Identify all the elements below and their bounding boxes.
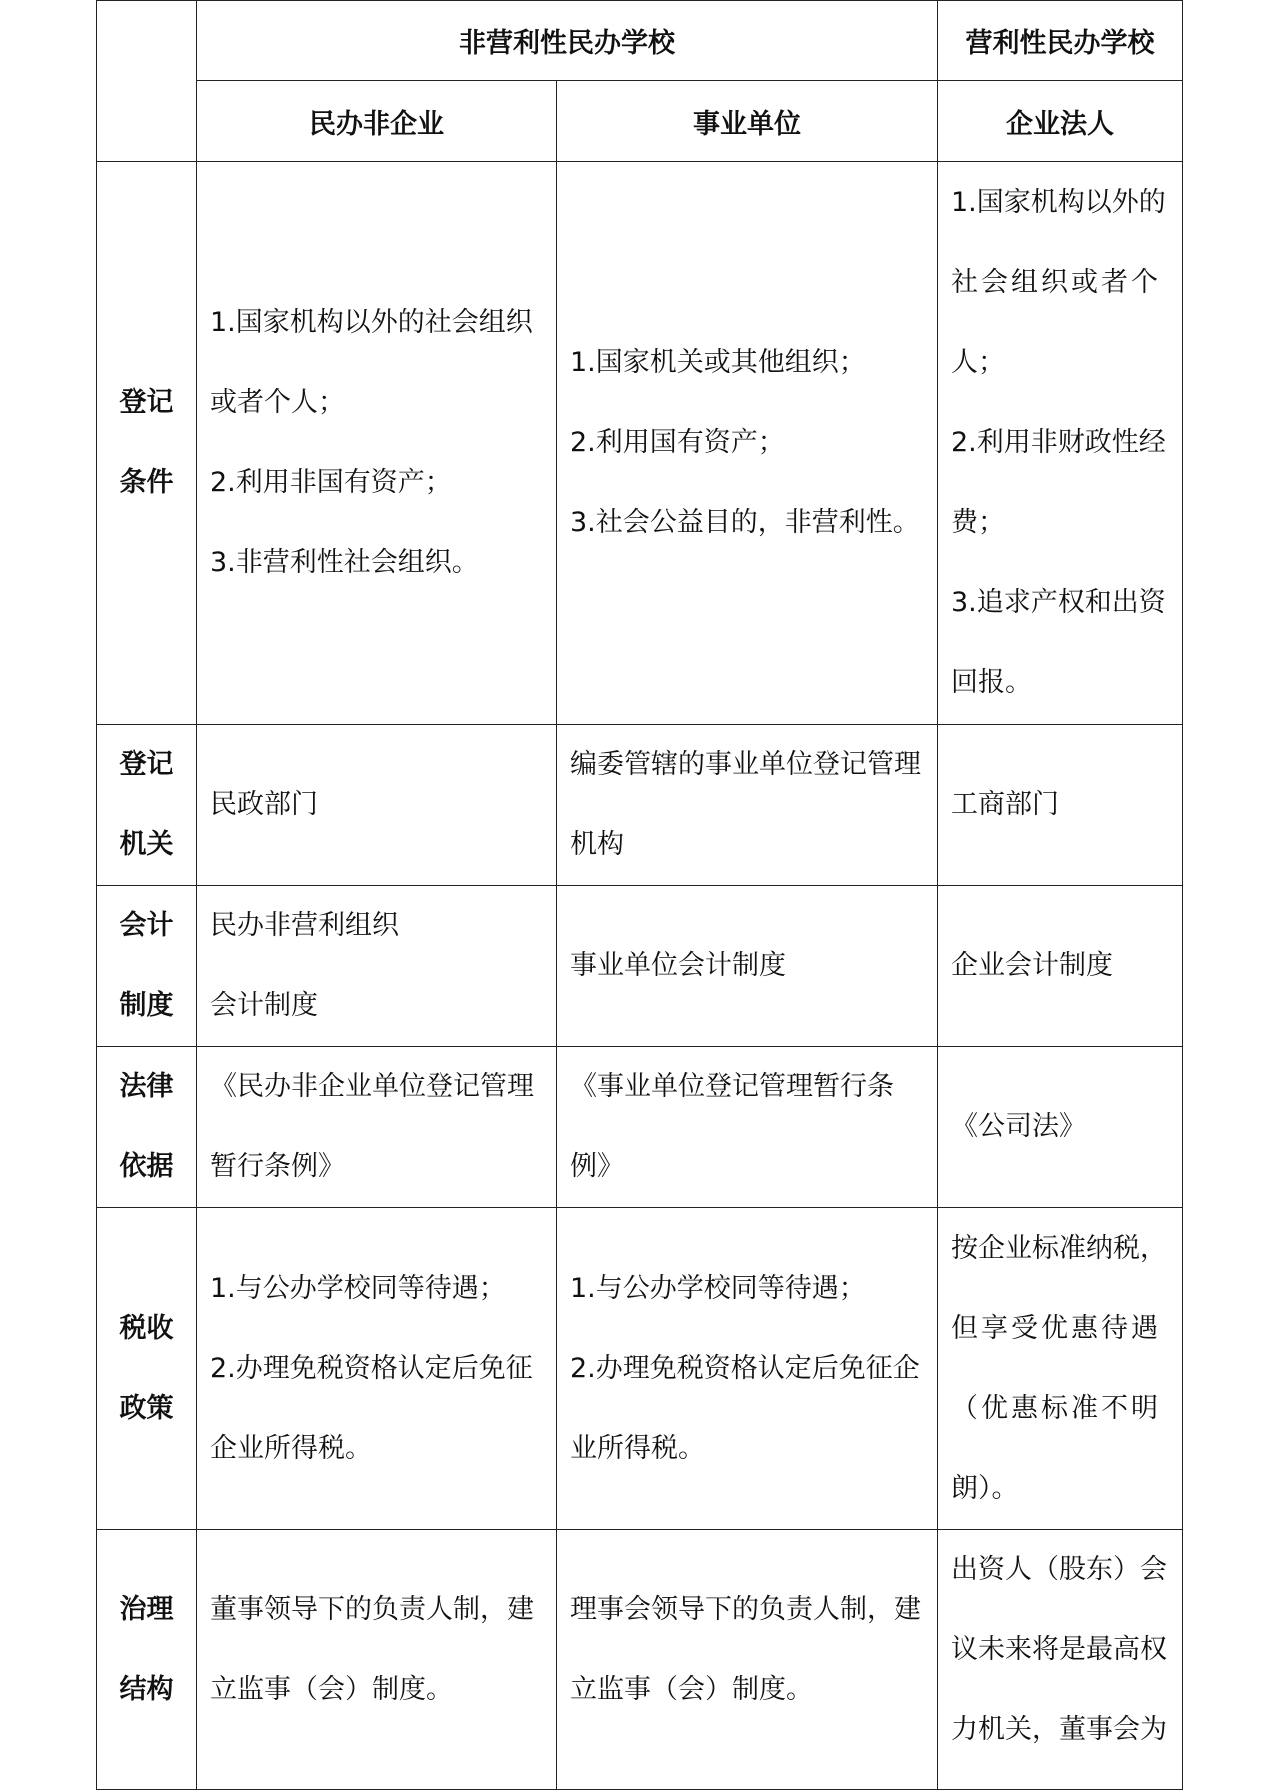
cell-text-line: 2.利用国有资产； [570,427,785,458]
cell-text-line: 2.利用非财政性经 [951,427,1166,458]
cell-text-line: 回报。 [951,667,1032,698]
header-col-enterprise-legal-person: 企业法人 [938,81,1183,162]
cell-text-line: 工商部门 [951,789,1059,820]
cell-text-line: 2.办理免税资格认定后免征 [210,1352,533,1384]
cell-text-line: 企业会计制度 [951,950,1113,981]
cell-text-line: 企业所得税。 [210,1432,372,1464]
cell-private-nonenterprise [197,725,557,886]
cell-enterprise-legal-person [938,1047,1183,1208]
header-row-groups [97,1,1183,81]
cell-public-institution [557,1208,938,1530]
cell-text-line: 1.国家机构以外的 [951,187,1166,218]
cell-text-line: 出资人（股东）会 [951,1554,1167,1585]
cell-text-line: 《事业单位登记管理暂行条 [570,1071,894,1102]
cell-text-line: 例》 [570,1151,624,1182]
cell-enterprise-legal-person [938,1208,1183,1530]
cell-text-line: 1.国家机构以外的社会组织 [210,307,533,338]
cell-public-institution [557,886,938,1047]
cell-enterprise-legal-person [938,162,1183,725]
cell-text-line: 力机关，董事会为 [951,1714,1167,1745]
cell-text-line: 1.与公办学校同等待遇； [570,1272,866,1304]
row-label-line: 依据 [119,1151,174,1182]
cell-text-line: 编委管辖的事业单位登记管理 [570,749,921,780]
header-forprofit-group: 营利性民办学校 [938,1,1183,81]
school-type-comparison-table [96,0,1183,1790]
cell-private-nonenterprise [197,162,557,725]
cell-text-line: 社会组织或者个 [951,267,1161,298]
cell-text-line: 事业单位会计制度 [570,950,786,981]
cell-private-nonenterprise [197,1208,557,1530]
row-label-line: 政策 [119,1392,174,1424]
cell-private-nonenterprise [197,1530,557,1790]
row-label [97,162,197,725]
table-row-accounting-system [97,886,1183,1047]
cell-text-line: 暂行条例》 [210,1151,345,1182]
cell-text-line: 3.非营利性社会组织。 [210,547,479,578]
header-col-private-nonenterprise: 民办非企业 [197,81,557,162]
table-row-registration-authority [97,725,1183,886]
cell-public-institution [557,1047,938,1208]
cell-text-line: 董事领导下的负责人制，建 [210,1594,534,1625]
row-label-line: 制度 [119,990,174,1021]
cell-public-institution [557,1530,938,1790]
cell-text-line: 《民办非企业单位登记管理 [210,1071,534,1102]
row-label [97,1047,197,1208]
cell-text-line: 3.追求产权和出资 [951,587,1166,618]
row-label [97,725,197,886]
cell-text-line: 民办非营利组织 [210,910,399,941]
table-row-legal-basis [97,1047,1183,1208]
cell-text-line: 1.与公办学校同等待遇； [210,1272,506,1304]
cell-public-institution [557,162,938,725]
cell-text-line: 或者个人； [210,387,345,418]
table-row-registration-conditions [97,162,1183,725]
cell-text-line: 1.国家机关或其他组织； [570,347,866,378]
cell-text-line: 《公司法》 [951,1111,1086,1142]
row-label-line: 登记 [119,387,174,418]
cell-text-line: 会计制度 [210,990,318,1021]
cell-enterprise-legal-person [938,886,1183,1047]
corner-cell [97,1,197,162]
cell-enterprise-legal-person [938,725,1183,886]
cell-text-line: 人； [951,347,1005,378]
row-label-line: 治理 [119,1594,174,1625]
row-label-line: 条件 [119,467,174,498]
cell-text-line: 费； [951,507,1005,538]
header-row-columns [97,81,1183,162]
cell-private-nonenterprise [197,886,557,1047]
cell-text-line: 立监事（会）制度。 [210,1674,453,1705]
cell-text-line: 按企业标准纳税， [951,1232,1167,1264]
cell-text-line: 朗）。 [951,1472,1019,1504]
cell-text-line: 2.办理免税资格认定后免征企 [570,1352,920,1384]
cell-text-line: 议未来将是最高权 [951,1634,1167,1665]
cell-text-line: （优惠标准不明 [951,1392,1161,1424]
cell-text-line: 但享受优惠待遇 [951,1312,1161,1344]
row-label [97,1208,197,1530]
row-label-line: 法律 [119,1071,174,1102]
header-nonprofit-group: 非营利性民办学校 [197,1,938,81]
table-row-tax-policy [97,1208,1183,1530]
cell-private-nonenterprise [197,1047,557,1208]
row-label-line: 登记 [119,749,174,780]
cell-text-line: 2.利用非国有资产； [210,467,452,498]
cell-text-line: 3.社会公益目的，非营利性。 [570,507,920,538]
row-label-line: 机关 [119,829,174,860]
header-col-public-institution: 事业单位 [557,81,938,162]
row-label-line: 会计 [119,910,174,941]
cell-text-line: 理事会领导下的负责人制，建 [570,1594,921,1625]
cell-text-line: 民政部门 [210,789,318,820]
table-row-governance [97,1530,1183,1790]
row-label-line: 结构 [119,1674,174,1705]
cell-text-line: 业所得税。 [570,1432,705,1464]
cell-public-institution [557,725,938,886]
row-label-line: 税收 [119,1312,174,1344]
row-label [97,1530,197,1790]
cell-text-line: 机构 [570,829,624,860]
cell-text-line: 立监事（会）制度。 [570,1674,813,1705]
row-label [97,886,197,1047]
cell-enterprise-legal-person [938,1530,1183,1790]
